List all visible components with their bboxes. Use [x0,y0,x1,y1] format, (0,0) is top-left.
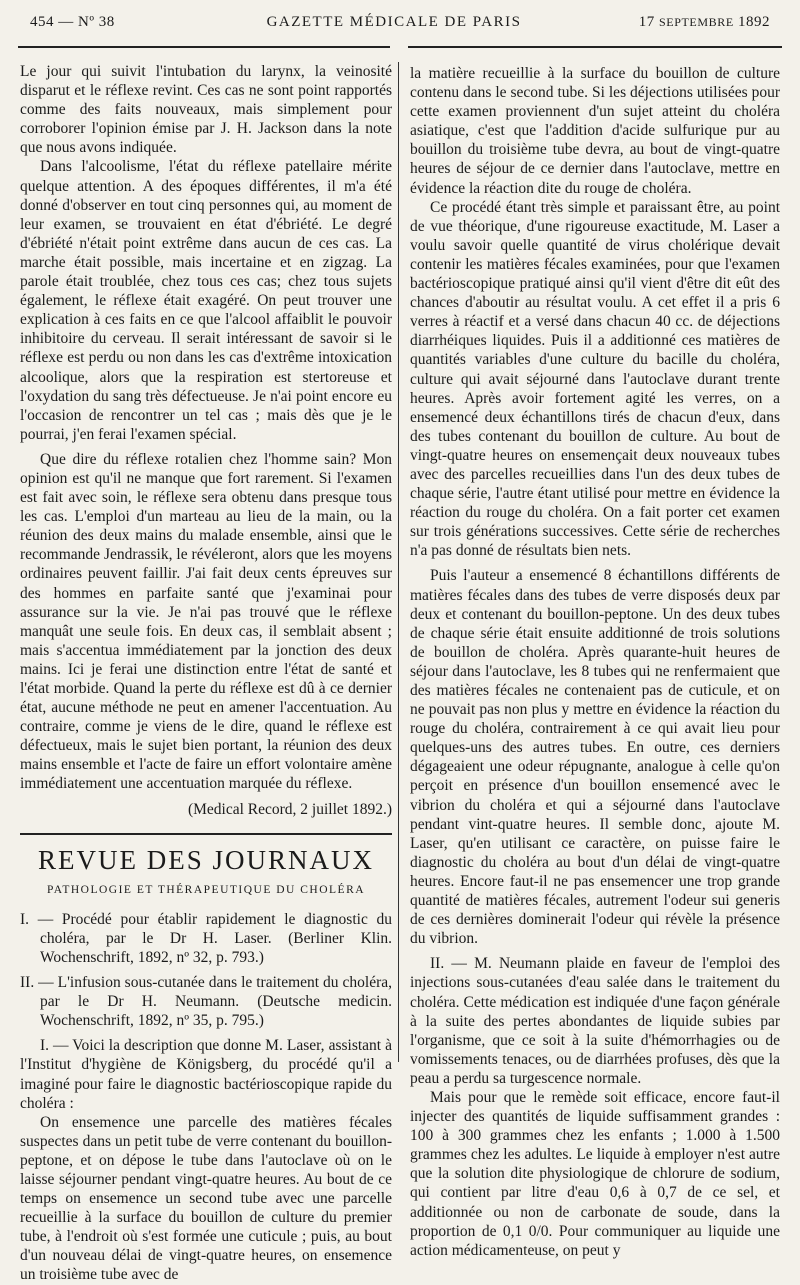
column-divider [398,62,399,1062]
paragraph: Ce procédé étant très simple et paraissant être, au point de vue théorique, d'une rigoureuse exactitude, M. Laser a voulu savoir quelle quantité de virus cholérique devait contenir les matières fécales examinées, pour que l'examen bactérioscopique pratiqué ainsi qu'il vient d'être dit eût des chances d'aboutir au résultat voulu. A cet effet il a pris 6 verres à réactif et a versé dans chacun 40 cc. de déjections diarrhéiques liquides. Puis il a additionné ces matières de quantités variables d'une culture du bacille du choléra, culture qui avait séjourné dans l'autoclave durant trente heures. Après avoir fortement agité les verres, on a ensemencé deux échantillons tirés de chacun d'eux, dans des tubes contenant du bouillon de culture. Au bout de vingt-quatre heures on ensemençait deux nouveaux tubes avec des parcelles recueillies dans l'un des deux tubes de chaque série, l'autre étant utilisé pour mettre en évidence la réaction du rouge du choléra. On a fait porter cet examen sur trois générations successives. Cette série de recherches n'a pas donné de résultats bien nets. [410,198,780,560]
article-source: (Medical Record, 2 juillet 1892.) [187,800,392,818]
paragraph: Que dire du réflexe rotalien chez l'homme sain? Mon opinion est qu'il ne manque que fort rarement. Si l'examen est fait avec soin, le réflexe sera obtenu dans presque tous les cas. L'emploi d'un marteau au lieu de la main, ou la réunion des deux mains du malade ensemble, ainsi que le recommande Jendrassik, le révéleront, alors que les moyens ordinaires peuvent faillir. J'ai fait deux cents épreuves sur des hommes en parfaite santé que j'examinai pour assurance sur la vie. Je n'ai pas trouvé que le réflexe manquât une seule fois. En deux cas, il semblait absent ; mais s'accentua immédiatement par la jonction des deux mains. Ici je ferai une distinction entre l'état de santé et l'état morbide. Quand la perte du réflexe est dû à ce dernier état, aucune méthode ne peut en amener l'accentuation. Au contraire, comme je viens de le dire, quand le réflexe est défectueux, mais le sujet bien portant, la réunion des deux mains ensemble et l'acte de faire un effort volontaire amène immédiatement une accentuation marquée du réflexe. [20,450,392,793]
paragraph: Dans l'alcoolisme, l'état du réflexe patellaire mérite quelque attention. A des époques différentes, il m'a été donné d'observer en tout cinq personnes qui, au moment de leur examen, se trouvaient en état d'ébriété. Le degré d'ébriété n'était point extrême dans aucun de ces cas. La marche était possible, mais incertaine et en zigzag. La parole était troublée, chez tous ces cas; chez tous sujets également, le réflexe était exagéré. On peut trouver une explication à ces faits en ce que l'alcool affaiblit le pouvoir inhibitoire du cerveau. Il serait intéressant de savoir si le réflexe est perdu ou non dans les cas d'extrême intoxication alcoolique, alors que la respiration est stertoreuse et l'oxydation du sang très défectueuse. Je n'ai point encore eu l'occasion de rencontrer un tel cas ; mais dès que je le pourrai, j'en ferai l'examen spécial. [20,158,392,443]
paragraph: la matière recueillie à la surface du bouillon de culture contenu dans le second tube. Si les déjections utilisées pour cette examen proviennent d'un sujet atteint du choléra asiatique, c'est que l'addition d'acide sulfurique pur au bouillon du troisième tube devra, au bout de vingt-quatre heures de séjour de ce dernier dans l'autoclave, mettre en évidence la réaction dite du rouge de choléra. [410,65,780,197]
paragraph: Mais pour que le remède soit efficace, encore faut-il injecter des quantités de liquide suffisamment grandes : 100 à 300 grammes chez les enfants ; 1.000 à 1.500 grammes chez les adultes. Le liquide à employer n'est autre que la solution dite physiologique de chlorure de sodium, qui contient par litre d'eau 0,6 à 0,7 de ce sel, et additionnée ou non de carbonate de soude, dans la proportion de 0,1 0/0. Pour communiquer au liquide une action médicamenteuse, on peut y [410,1088,780,1259]
journal-title: GAZETTE MÉDICALE DE PARIS [266,14,522,30]
paragraph: I. — Voici la description que donne M. Laser, assistant à l'Institut d'hygiène de Königsberg, du procédé qu'il a imaginé pour faire le diagnostic bactérioscopique rapide du choléra : [20,1037,392,1112]
page-header [18,14,770,36]
reference-item: II. — L'infusion sous-cutanée dans le traitement du choléra, par le Dr H. Neumann. (Deutsche medicin. Wochenschrift, 1892, nº 35, p. 795.) [20,974,392,1030]
page-number: 454 — Nº 38 [30,14,115,30]
paragraph: On ensemence une parcelle des matières fécales suspectes dans un petit tube de verre contenant du bouillon-peptone, et on dépose le tube dans l'autoclave où on le laisse séjourner pendant vingt-quatre heures. Au bout de ce temps on ensemence un second tube avec une parcelle recueillie à la surface du bouillon de culture du premier tube, à l'endroit où s'est formée une cuticule ; puis, au bout d'un nouveau délai de vingt-quatre heures, on ensemence un troisième tube avec de [20,1113,392,1284]
issue-date: 17 SEPTEMBRE 1892 [638,14,770,30]
right-column [410,64,780,1260]
section-subtitle: PATHOLOGIE ET THÉRAPEUTIQUE DU CHOLÉRA [46,883,366,896]
left-column [20,62,392,1285]
header-rule-left [18,46,390,48]
paragraph: Puis l'auteur a ensemencé 8 échantillons différents de matières fécales dans des tubes de verre disposés deux par deux et contenant du bouillon-peptone. Un des deux tubes de chaque série était ensuite additionné de trois solutions de bouillon de choléra. Après quarante-huit heures de séjour dans l'autoclave, les 8 tubes qui ne renfermaient que des matières fécales ne contenaient pas de cuticule, et on ne pouvait pas non plus y mettre en évidence la réaction du rouge du choléra, contrairement à ce qui avait lieu pour quelques-uns des autres tubes. En outre, ces derniers dégageaient une odeur répugnante, analogue à celle qu'on perçoit en présence d'un bouillon ensemencé avec le vibrion du choléra et qui a séjourné dans l'autoclave pendant vint-quatre heures. Il semble donc, ajoute M. Laser, qu'en utilisant ce caractère, on puisse faire le diagnostic du choléra au bout d'un délai de vingt-quatre heures. Encore faut-il ne pas ensemencer une trop grande quantité de matières fécales, autrement l'odeur sui generis de ces dernières dominerait l'odeur qui révèle la présence du vibrion. [410,567,780,948]
paragraph: Le jour qui suivit l'intubation du larynx, la veinosité disparut et le réflexe revint. Ces cas ne sont point rapportés comme des faits nouveaux, mais simplement pour corroborer l'opinion émise par J. H. Jackson dans la note que nous avons indiquée. [20,63,392,157]
reference-item: I. — Procédé pour établir rapidement le diagnostic du choléra, par le Dr H. Laser. (Berliner Klin. Wochenschrift, 1892, nº 32, p. 793.) [20,910,392,966]
header-rule-right [408,46,782,48]
paragraph: II. — M. Neumann plaide en faveur de l'emploi des injections sous-cutanées d'eau salée dans le traitement du choléra. Cette médication est indiquée d'une façon générale à la suite des pertes abondantes de liquide subies par l'organisme, que ce soit à la suite d'hémorrhagies ou de vomissements tenaces, ou de diarrhées profuses, dès que la peau a perdu sa turgescence normale. [410,955,780,1087]
section-rule [20,833,392,835]
section-title: REVUE DES JOURNAUX [37,844,374,875]
